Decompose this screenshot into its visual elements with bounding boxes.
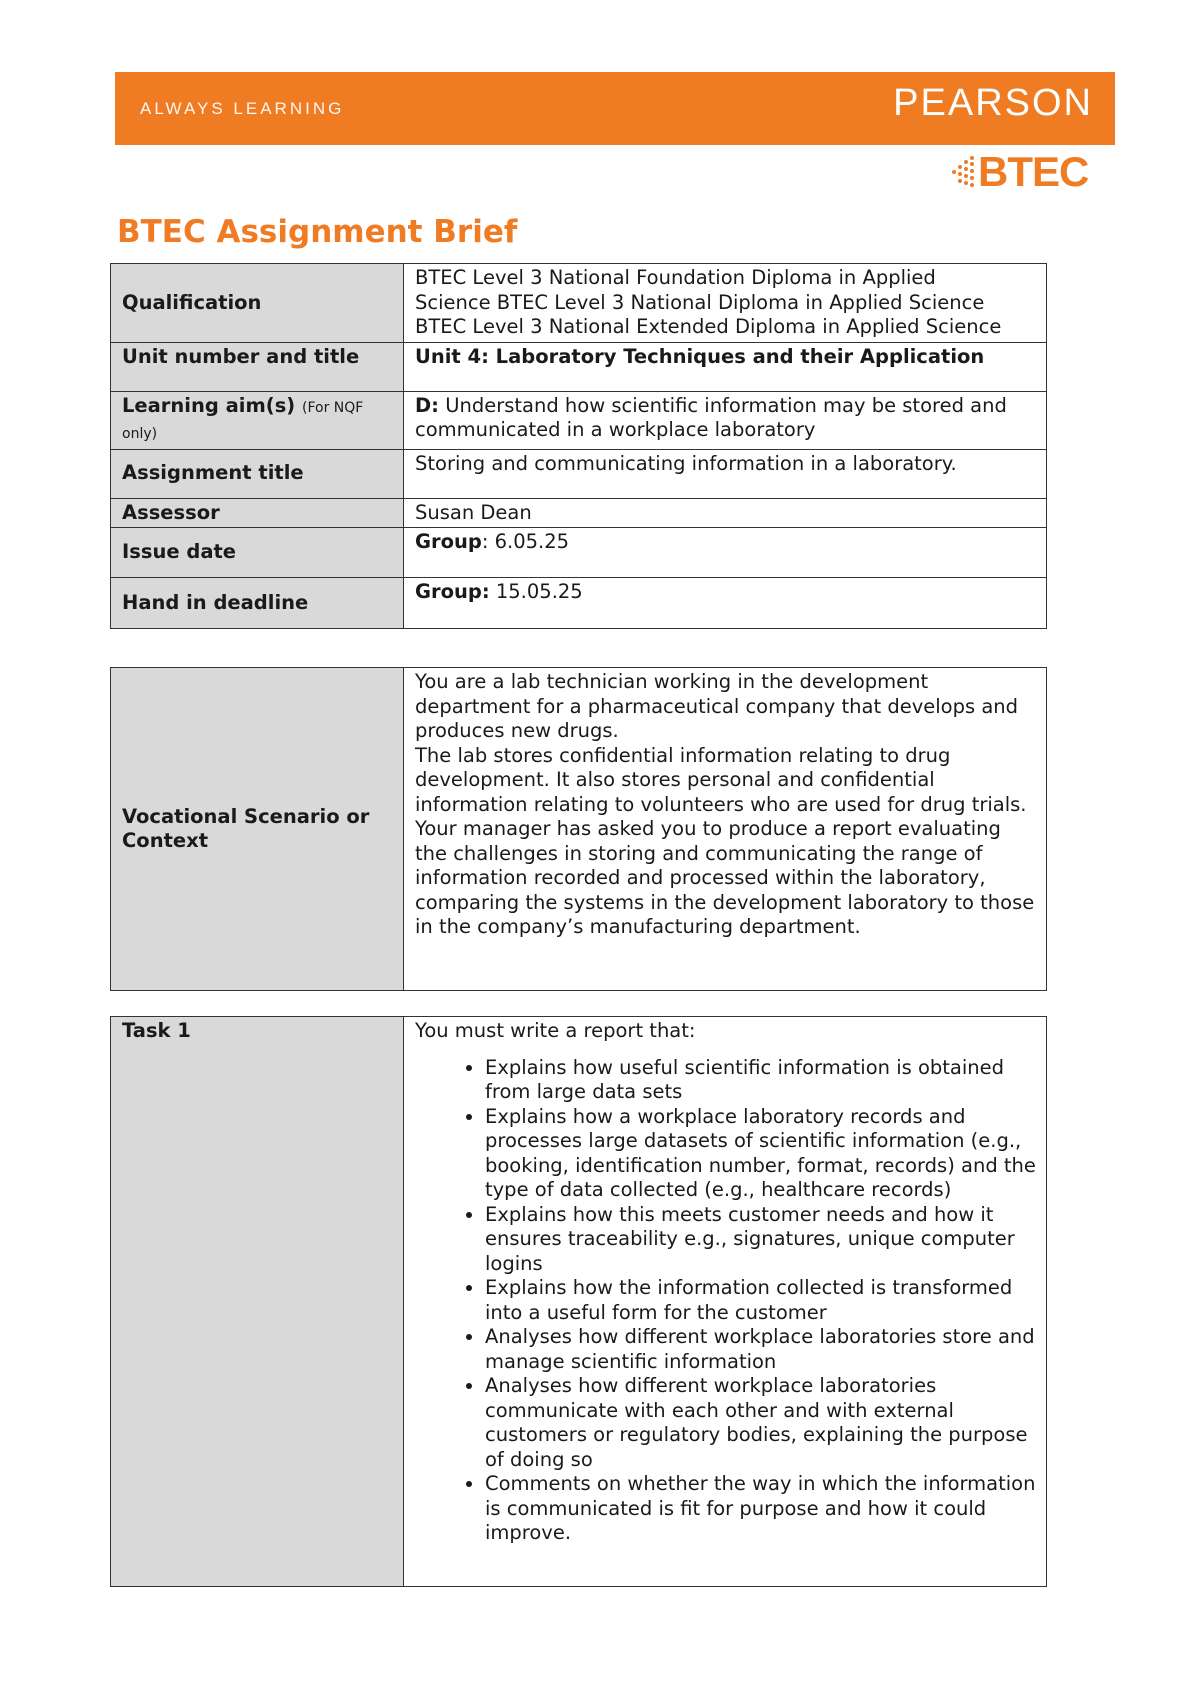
scenario-label: Vocational Scenario or Context	[111, 668, 404, 991]
qualification-line: Science BTEC Level 3 National Diploma in Applied Science	[415, 290, 985, 314]
details-table	[110, 263, 1047, 629]
learning-aim-value	[404, 391, 1047, 449]
issue-date-label: Issue date	[111, 528, 404, 578]
qualification-label: Qualification	[111, 264, 404, 343]
assignment-title-row	[111, 449, 1047, 498]
qualification-row	[111, 264, 1047, 343]
task-item: • Explains how this meets customer needs and how it ensures traceability e.g., signatures, unique computer logins	[485, 1203, 1036, 1277]
assignment-title-value: Storing and communicating information in a laboratory.	[404, 449, 1047, 498]
task-content	[404, 1017, 1047, 1587]
learning-aim-label	[111, 391, 404, 449]
assessor-value: Susan Dean	[404, 498, 1047, 528]
unit-row	[111, 342, 1047, 391]
assignment-title-label: Assignment title	[111, 449, 404, 498]
learning-aim-note: (For NQF only)	[122, 399, 364, 442]
page-title: BTEC Assignment Brief	[117, 214, 518, 250]
task-item: • Explains how the information collected is transformed into a useful form for the customer	[485, 1276, 1036, 1325]
issue-date-prefix: Group	[415, 530, 482, 553]
scenario-paragraph: Your manager has asked you to produce a report evaluating the challenges in storing and communicating the range of information recorded and processed within the laboratory, comparing the systems in the development laboratory to those in the company’s manufacturing department.	[415, 817, 1035, 938]
qualification-line: BTEC Level 3 National Extended Diploma in Applied Science	[415, 315, 1002, 338]
unit-value: Unit 4: Laboratory Techniques and their Application	[404, 342, 1047, 391]
assessor-label: Assessor	[111, 498, 404, 528]
learning-aim-label-text: Learning aim(s)	[122, 393, 296, 417]
task-intro: You must write a report that:	[415, 1019, 696, 1042]
issue-date-row	[111, 528, 1047, 578]
assessor-row	[111, 498, 1047, 528]
deadline-text: 15.05.25	[489, 580, 583, 603]
scenario-row	[111, 668, 1047, 991]
scenario-paragraph: You are a lab technician working in the development department for a pharmaceutical company that develops and produces new drugs.	[415, 670, 1019, 742]
btec-dots-icon	[950, 154, 978, 190]
task-item: • Comments on whether the way in which the information is communicated is fit for purpose and how it could improve.	[485, 1472, 1036, 1546]
learning-aim-text: Understand how scientific information may be stored and communicated in a workplace laboratory	[415, 393, 1007, 441]
task-table	[110, 1016, 1047, 1587]
pearson-logo: PEARSON	[893, 82, 1093, 124]
task-item: • Explains how useful scientific information is obtained from large data sets	[485, 1056, 1036, 1105]
deadline-value	[404, 578, 1047, 629]
task-item: • Explains how a workplace laboratory records and processes large datasets of scientific information (e.g., booking, identification number, format, records) and the type of data collected (e.g., healthcare records)	[485, 1105, 1036, 1203]
scenario-paragraph: The lab stores confidential information relating to drug development. It also stores personal and confidential information relating to volunteers who are used for drug trials.	[415, 743, 1027, 816]
banner-tagline: ALWAYS LEARNING	[140, 99, 345, 118]
task-row	[111, 1017, 1047, 1587]
header-banner	[115, 72, 1115, 145]
task-list	[415, 1056, 1036, 1546]
qualification-value	[404, 264, 1047, 343]
btec-logo	[950, 148, 1105, 198]
deadline-label: Hand in deadline	[111, 578, 404, 629]
task-item: • Analyses how different workplace laboratories communicate with each other and with external customers or regulatory bodies, explaining the purpose of doing so	[485, 1374, 1036, 1472]
scenario-value	[404, 668, 1047, 991]
btec-wordmark: BTEC	[978, 148, 1089, 195]
learning-aim-row	[111, 391, 1047, 449]
issue-date-value	[404, 528, 1047, 578]
issue-date-text: : 6.05.25	[481, 530, 570, 553]
scenario-table	[110, 667, 1047, 991]
deadline-row	[111, 578, 1047, 629]
deadline-prefix: Group:	[415, 580, 490, 603]
unit-label: Unit number and title	[111, 342, 404, 391]
task-item: • Analyses how different workplace laboratories store and manage scientific information	[485, 1325, 1036, 1374]
qualification-line: BTEC Level 3 National Foundation Diploma in Applied	[415, 266, 936, 289]
learning-aim-prefix: D:	[415, 393, 439, 417]
task-label: Task 1	[111, 1017, 404, 1587]
